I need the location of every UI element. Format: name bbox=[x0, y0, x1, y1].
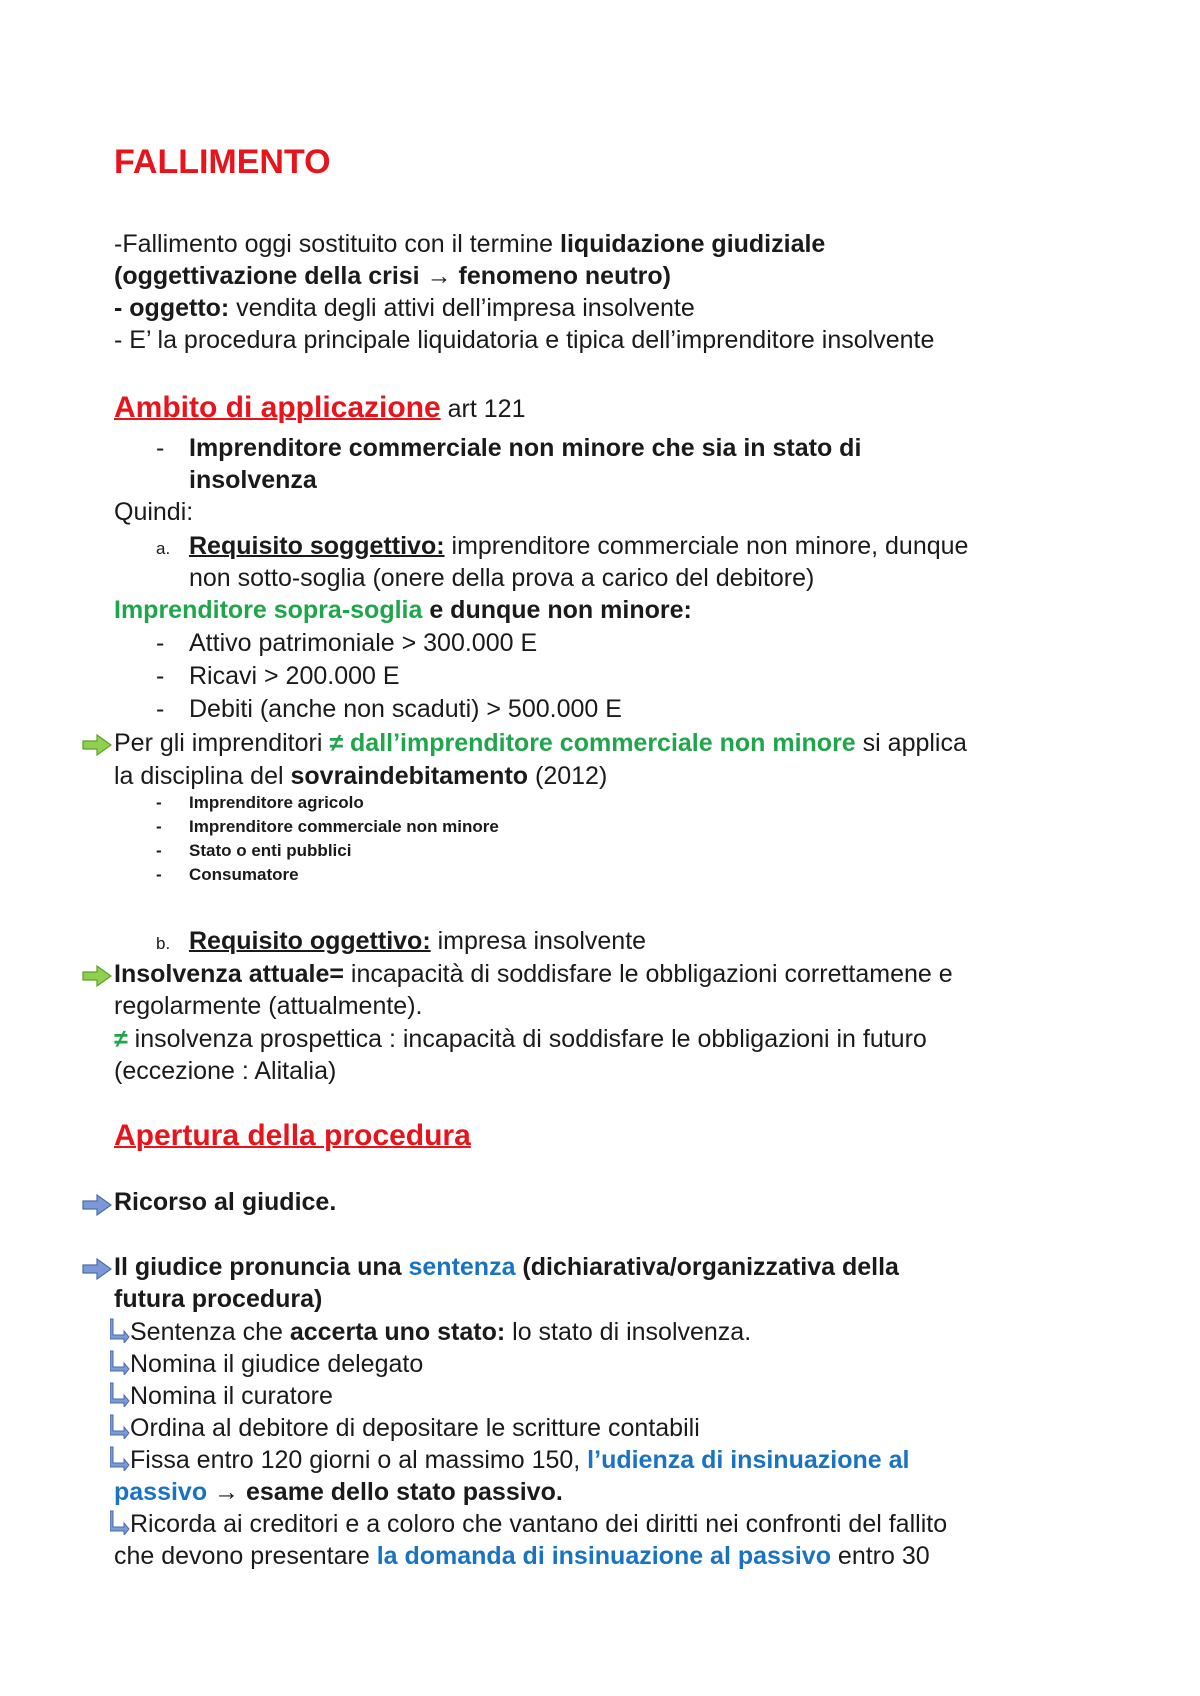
sub-arrow-icon bbox=[110, 1317, 130, 1343]
dash-marker: - bbox=[156, 662, 165, 690]
soglia-item: Debiti (anche non scaduti) > 500.000 E bbox=[189, 695, 622, 723]
giudice-line-2: futura procedura) bbox=[114, 1285, 323, 1313]
sopra-soglia-line: Imprenditore sopra-soglia e dunque non minore: bbox=[114, 596, 692, 624]
dash-marker: - bbox=[156, 841, 162, 860]
sentenza-item: Ricorda ai creditori e a coloro che vantano dei diritti nei confronti del fallito bbox=[110, 1508, 947, 1540]
dash-marker: - bbox=[156, 434, 165, 462]
per-imprenditori-line: Per gli imprenditori ≠ dall’imprenditore commerciale non minore si applica bbox=[114, 729, 967, 757]
intro-line-1: -Fallimento oggi sostituito con il termine liquidazione giudiziale bbox=[114, 230, 826, 258]
requisito-soggettivo-line-2: non sotto-soglia (onere della prova a carico del debitore) bbox=[189, 564, 815, 592]
soglia-item: Attivo patrimoniale > 300.000 E bbox=[189, 629, 538, 657]
sovra-item: Imprenditore agricolo bbox=[189, 793, 364, 812]
sentenza-item-line-2: che devono presentare la domanda di insinuazione al passivo entro 30 bbox=[114, 1542, 930, 1570]
dash-marker: - bbox=[156, 817, 162, 836]
intro-line-3: - oggetto: vendita degli attivi dell’impresa insolvente bbox=[114, 294, 695, 322]
quindi-label: Quindi: bbox=[114, 498, 194, 526]
green-arrow-icon bbox=[82, 734, 112, 756]
dash-marker: - bbox=[156, 793, 162, 812]
blue-arrow-icon bbox=[82, 1194, 112, 1216]
list-marker-b: b. bbox=[156, 934, 171, 953]
dash-marker: - bbox=[156, 695, 165, 723]
ambito-bullet-line-1: Imprenditore commerciale non minore che sia in stato di bbox=[189, 434, 862, 462]
section-apertura-heading: Apertura della procedura bbox=[114, 1119, 471, 1152]
disciplina-line: la disciplina del sovraindebitamento (2012) bbox=[114, 762, 608, 790]
dash-marker: - bbox=[156, 865, 162, 884]
giudice-line: Il giudice pronuncia una sentenza (dichiarativa/organizzativa della bbox=[114, 1253, 899, 1281]
insolvenza-prospettica-line: ≠ insolvenza prospettica : incapacità di soddisfare le obbligazioni in futuro bbox=[114, 1025, 927, 1053]
insolvenza-attuale-line: Insolvenza attuale= incapacità di soddisfare le obbligazioni correttamene e bbox=[114, 960, 953, 988]
insolvenza-prospettica-line-2: (eccezione : Alitalia) bbox=[114, 1057, 337, 1085]
sentenza-item: Ordina al debitore di depositare le scritture contabili bbox=[110, 1412, 700, 1444]
section-ambito-heading: Ambito di applicazione art 121 bbox=[114, 391, 526, 424]
ricorso-line: Ricorso al giudice. bbox=[114, 1188, 337, 1216]
sentenza-item: Fissa entro 120 giorni o al massimo 150, l’udienza di insinuazione al bbox=[110, 1444, 909, 1476]
ambito-bullet-line-2: insolvenza bbox=[189, 466, 317, 494]
requisito-oggettivo: Requisito oggettivo: impresa insolvente bbox=[189, 927, 647, 955]
sub-arrow-icon bbox=[110, 1381, 130, 1407]
sovra-item: Consumatore bbox=[189, 865, 299, 884]
page-title: FALLIMENTO bbox=[114, 143, 331, 181]
sovra-item: Stato o enti pubblici bbox=[189, 841, 352, 860]
insolvenza-attuale-line-2: regolarmente (attualmente). bbox=[114, 992, 423, 1020]
soglia-item: Ricavi > 200.000 E bbox=[189, 662, 400, 690]
blue-arrow-icon bbox=[82, 1258, 112, 1280]
requisito-soggettivo: Requisito soggettivo: imprenditore commerciale non minore, dunque bbox=[189, 532, 969, 560]
sub-arrow-icon bbox=[110, 1509, 130, 1535]
sub-arrow-icon bbox=[110, 1413, 130, 1439]
intro-line-2: (oggettivazione della crisi → fenomeno neutro) bbox=[114, 262, 672, 290]
sentenza-item-line-2: passivo → esame dello stato passivo. bbox=[114, 1478, 563, 1506]
intro-line-4: - E’ la procedura principale liquidatoria e tipica dell’imprenditore insolvente bbox=[114, 326, 935, 354]
green-arrow-icon bbox=[82, 965, 112, 987]
sub-arrow-icon bbox=[110, 1445, 130, 1471]
sovra-item: Imprenditore commerciale non minore bbox=[189, 817, 499, 836]
dash-marker: - bbox=[156, 629, 165, 657]
sentenza-item: Nomina il giudice delegato bbox=[110, 1348, 423, 1380]
sub-arrow-icon bbox=[110, 1349, 130, 1375]
list-marker-a: a. bbox=[156, 539, 171, 558]
sentenza-item: Sentenza che accerta uno stato: lo stato di insolvenza. bbox=[110, 1316, 751, 1348]
sentenza-item: Nomina il curatore bbox=[110, 1380, 333, 1412]
